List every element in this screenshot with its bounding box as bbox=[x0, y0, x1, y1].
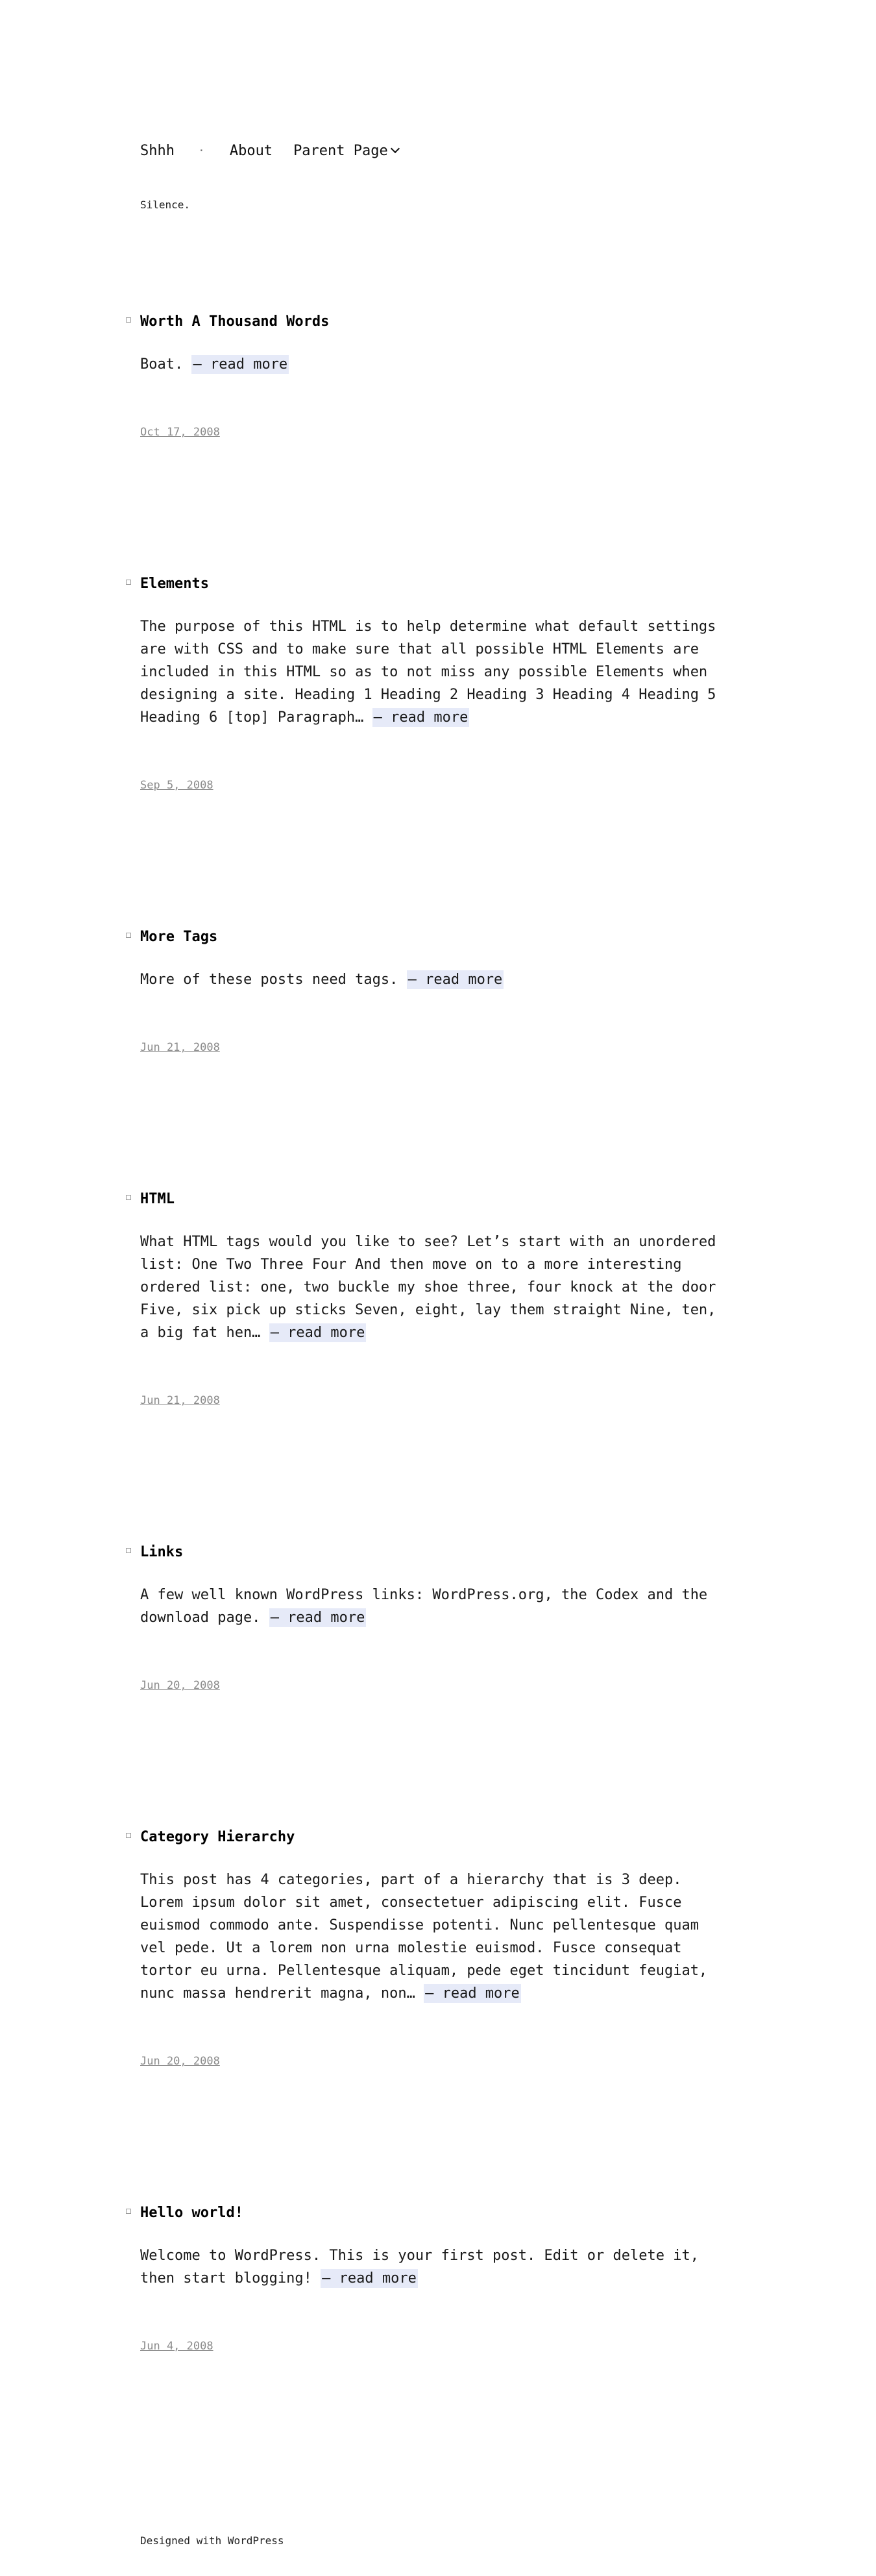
site-title-link[interactable]: Shhh bbox=[140, 142, 175, 159]
post-title-link[interactable]: Category Hierarchy bbox=[140, 1828, 295, 1845]
post-date-link[interactable]: Jun 21, 2008 bbox=[140, 1394, 220, 1407]
post-title-link[interactable]: HTML bbox=[140, 1190, 175, 1207]
nav-parent-page-link[interactable] bbox=[293, 143, 398, 159]
post-bullet-icon bbox=[126, 580, 131, 585]
post-bullet-icon bbox=[126, 1548, 131, 1553]
post-title-link[interactable]: Elements bbox=[140, 575, 209, 592]
post-excerpt-text: Welcome to WordPress. This is your first post. Edit or delete it, then start blogging! bbox=[140, 2248, 699, 2287]
post-excerpt-text: The purpose of this HTML is to help determine what default settings are with CSS and to make sure that all possible HTML Elements are included in this HTML so as to not miss any possible Elements when designing a site. Heading 1 Heading 2 Heading 3 Heading 4 Heading 5 Heading 6 [top] Paragraph… bbox=[140, 619, 716, 726]
post-title-link[interactable]: More Tags bbox=[140, 928, 218, 945]
post-excerpt-text: A few well known WordPress links: WordPress.org, the Codex and the download page. bbox=[140, 1587, 708, 1626]
post-excerpt bbox=[140, 615, 724, 729]
post-title-row bbox=[140, 312, 737, 331]
post-excerpt bbox=[140, 353, 724, 376]
post-title-row bbox=[140, 1827, 737, 1846]
read-more-link[interactable]: — read more bbox=[408, 972, 503, 988]
chevron-down-icon[interactable] bbox=[391, 144, 400, 153]
post-date-link[interactable]: Jun 20, 2008 bbox=[140, 1679, 220, 1692]
post-excerpt-text: What HTML tags would you like to see? Let’s start with an unordered list: One Two Three Four And then move on to a more interesting ordered list: one, two buckle my shoe three, four knock at the door Five, six pick up sticks Seven, eight, lay them straight Nine, ten, a big fat hen… bbox=[140, 1234, 716, 1341]
post-excerpt bbox=[140, 2244, 724, 2290]
post-excerpt-text: More of these posts need tags. bbox=[140, 972, 398, 988]
post-bullet-icon bbox=[126, 1195, 131, 1200]
post-date-link[interactable]: Jun 21, 2008 bbox=[140, 1041, 220, 1054]
post-excerpt bbox=[140, 968, 724, 991]
post-date-link[interactable]: Oct 17, 2008 bbox=[140, 426, 220, 439]
read-more-link[interactable]: — read more bbox=[322, 2270, 417, 2287]
site-header bbox=[140, 138, 737, 164]
site-tagline: Silence. bbox=[140, 199, 191, 211]
post-title-row bbox=[140, 927, 737, 946]
nav-parent-page-label: Parent Page bbox=[293, 142, 388, 159]
read-more-link[interactable]: — read more bbox=[373, 709, 468, 726]
post-item bbox=[140, 927, 737, 1054]
post-title-row bbox=[140, 574, 737, 593]
read-more-link[interactable]: — read more bbox=[425, 1985, 520, 2002]
post-excerpt-text: This post has 4 categories, part of a hierarchy that is 3 deep. Lorem ipsum dolor sit amet, consectetuer adipiscing elit. Fusce euismod commodo ante. Suspendisse potenti. Nunc pellentesque quam vel pede. Ut a lorem non urna molestie euismod. Fusce consequat tortor eu urna. Pellentesque aliquam, pede eget tincidunt feugiat, nunc massa hendrerit magna, non… bbox=[140, 1872, 708, 2002]
post-item bbox=[140, 312, 737, 439]
post-date-link[interactable]: Jun 4, 2008 bbox=[140, 2340, 213, 2353]
post-item bbox=[140, 1189, 737, 1407]
post-excerpt bbox=[140, 1869, 724, 2005]
post-bullet-icon bbox=[126, 1833, 131, 1838]
read-more-link[interactable]: — read more bbox=[193, 356, 288, 373]
post-bullet-icon bbox=[126, 317, 131, 323]
post-item bbox=[140, 574, 737, 792]
post-excerpt bbox=[140, 1231, 724, 1344]
post-excerpt-text: Boat. bbox=[140, 356, 184, 373]
post-date-link[interactable]: Sep 5, 2008 bbox=[140, 779, 213, 792]
post-title-row bbox=[140, 1542, 737, 1562]
post-title-link[interactable]: Worth A Thousand Words bbox=[140, 313, 330, 330]
post-bullet-icon bbox=[126, 2209, 131, 2214]
read-more-link[interactable]: — read more bbox=[270, 1325, 365, 1341]
post-title-link[interactable]: Hello world! bbox=[140, 2204, 243, 2221]
post-item bbox=[140, 2203, 737, 2353]
post-item bbox=[140, 1542, 737, 1692]
site-footer: Designed with WordPress bbox=[140, 2534, 284, 2547]
post-title-row bbox=[140, 1189, 737, 1208]
post-excerpt bbox=[140, 1584, 724, 1629]
post-title-row bbox=[140, 2203, 737, 2222]
nav-separator: · bbox=[197, 143, 205, 158]
post-bullet-icon bbox=[126, 933, 131, 938]
post-item bbox=[140, 1827, 737, 2068]
post-date-link[interactable]: Jun 20, 2008 bbox=[140, 2055, 220, 2068]
post-title-link[interactable]: Links bbox=[140, 1543, 184, 1560]
read-more-link[interactable]: — read more bbox=[270, 1610, 365, 1626]
nav-about-link[interactable]: About bbox=[229, 142, 273, 159]
